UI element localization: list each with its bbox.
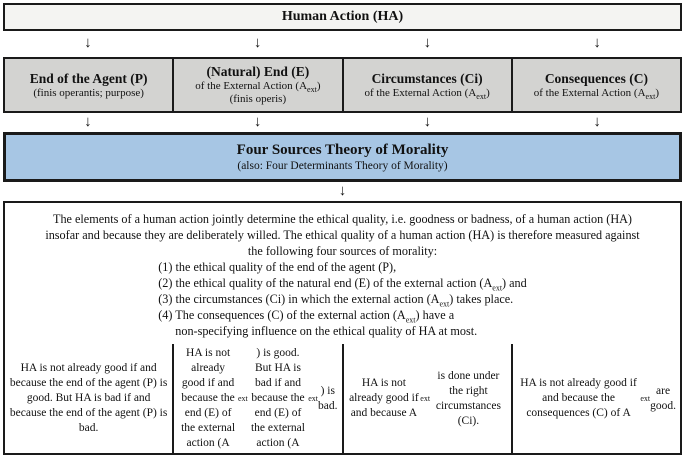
source-title: End of the Agent (P) — [29, 70, 148, 86]
sources-row — [3, 57, 682, 114]
down-arrow-icon: ↓ — [253, 35, 262, 52]
intro-line: insofar and because they are deliberately willed. The ethical quality of a human action (HA) is therefore measured against — [45, 228, 640, 242]
source-subtitle: (finis operantis; purpose) — [33, 86, 144, 99]
human-action-box — [3, 3, 682, 31]
conclusion-cell-end-of-agent: HA is not already good if and because the end of the agent (P) is good. But HA is bad if and because the end of the agent (P) is bad. — [9, 362, 168, 434]
down-arrow-icon: ↓ — [84, 35, 92, 52]
morality-source-item-3: (3) the circumstances (Ci) in which the external action $(A_{ext})$ takes place. — [158, 292, 514, 309]
down-arrow-icon: ↓ — [84, 114, 92, 131]
source-box-circumstances — [342, 59, 511, 112]
down-arrow-icon: ↓ — [338, 183, 347, 200]
theory-title: Four Sources Theory of Morality — [236, 142, 449, 159]
source-box-consequences — [511, 59, 680, 112]
down-arrow-icon: ↓ — [423, 35, 432, 52]
arrows-row-1 — [3, 31, 682, 57]
human-action-title: Human Action (HA) — [281, 8, 404, 24]
conclusion-cell-circumstances: HA is not already good if and because A ext is done under the right circumstances (Ci). — [342, 344, 511, 453]
conclusion-cell-consequences: HA is not already good if and because the consequences (C) of A ext are good. — [511, 344, 680, 453]
source-subtitle: of the External Action $(A_{ext})$ — [533, 86, 659, 101]
source-title: Circumstances (Ci) — [371, 70, 483, 86]
theory-subtitle: (also: Four Determinants Theory of Morality) — [237, 160, 448, 173]
conclusion-cell-natural-end: HA is not already good if and because the end (E) of the external action (A ext ) is good. But HA is bad if and because the end (E) of the external action (A ext ) is bad. — [172, 344, 341, 453]
explanation-box — [3, 201, 682, 455]
down-arrow-icon: ↓ — [423, 114, 432, 131]
conclusion-cells-row — [5, 344, 680, 453]
source-title: (Natural) End (E) — [206, 64, 310, 80]
explanation-text — [5, 203, 680, 339]
morality-source-item-4-continuation: non-specifying influence on the ethical quality of HA at most. — [175, 324, 478, 338]
morality-sources-list — [158, 259, 527, 339]
morality-source-item-1: (1) the ethical quality of the end of the agent (P), — [158, 260, 397, 274]
source-box-end-of-agent — [5, 59, 172, 112]
source-box-natural-end — [172, 59, 341, 112]
down-arrow-icon: ↓ — [593, 114, 601, 131]
source-subtitle: (finis operis) — [229, 93, 287, 106]
morality-source-item-4: (4) The consequences (C) of the external action $(A_{ext})$ have a — [158, 308, 455, 325]
source-subtitle: of the External Action $(A_{ext})$ — [195, 80, 321, 95]
arrows-row-2 — [3, 113, 682, 132]
source-subtitle: of the External Action $(A_{ext})$ — [364, 86, 490, 101]
intro-line: the following four sources of morality: — [247, 244, 438, 258]
morality-source-item-2: (2) the ethical quality of the natural end (E) of the external action $(A_{ext})$ and — [158, 276, 527, 293]
down-arrow-icon: ↓ — [593, 35, 601, 52]
down-arrow-icon: ↓ — [253, 114, 262, 131]
theory-box — [3, 132, 682, 182]
intro-line: The elements of a human action jointly determine the ethical quality, i.e. goodness or badness, of a human action (HA) — [53, 212, 632, 226]
source-title: Consequences (C) — [544, 70, 648, 86]
arrows-row-3 — [3, 182, 682, 201]
